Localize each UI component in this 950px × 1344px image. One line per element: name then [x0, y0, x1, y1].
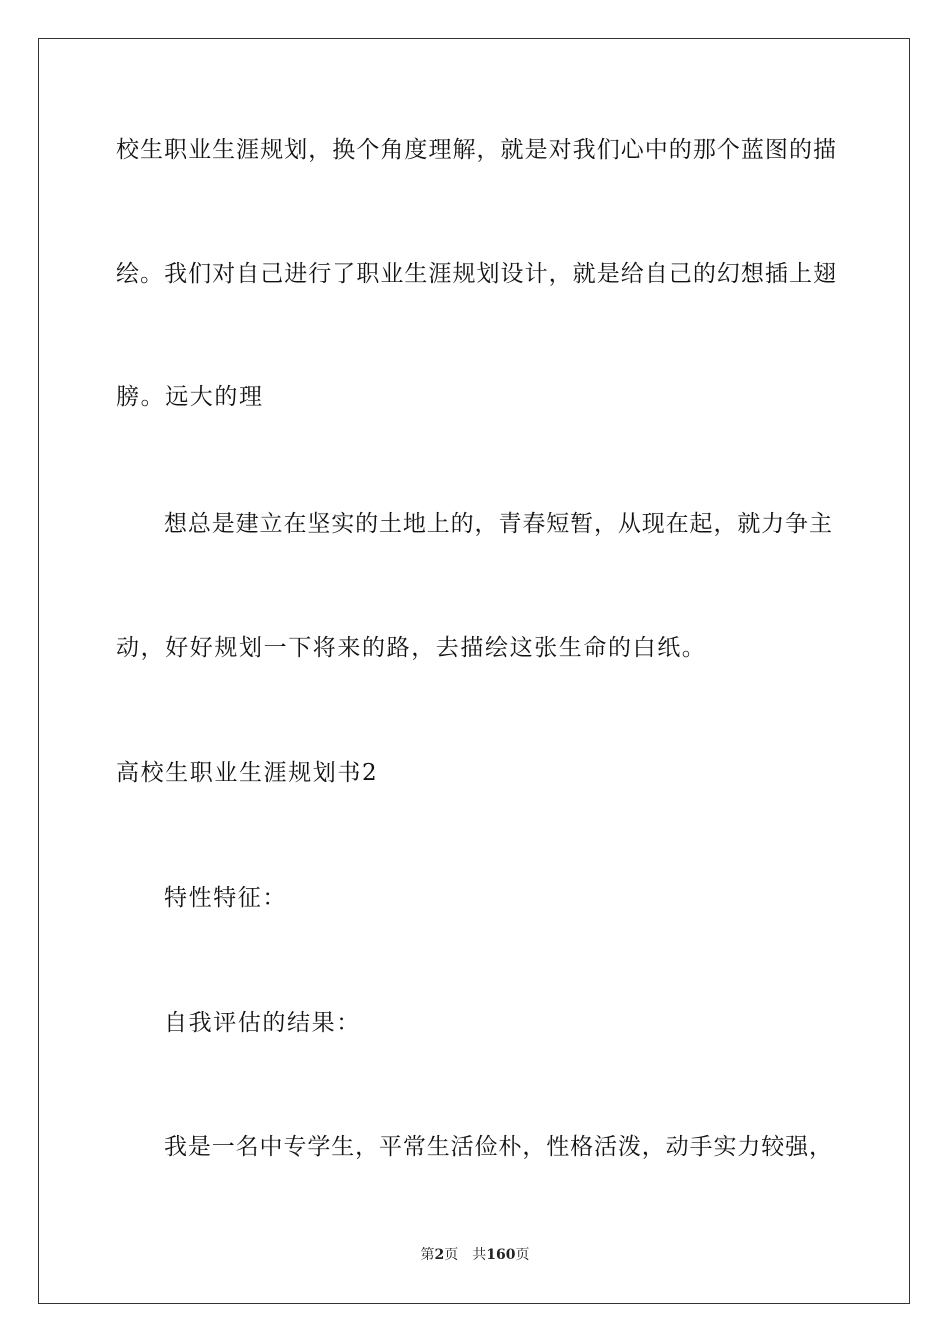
footer-page-suffix: 页: [444, 1247, 459, 1263]
footer-page-number: 2: [434, 1247, 445, 1263]
body-line-8: 自我评估的结果：: [164, 1010, 361, 1036]
body-line-4: 想总是建立在坚实的土地上的，青春短暂，从现在起，就力争主: [164, 511, 832, 537]
page-border: [38, 38, 910, 1304]
page-footer: [0, 1245, 950, 1265]
footer-total-prefix: 共: [472, 1247, 487, 1263]
body-line-9: 我是一名中专学生，平常生活俭朴，性格活泼，动手实力较强，: [164, 1134, 832, 1160]
section-heading: 高校生职业生涯规划书2: [116, 760, 379, 786]
body-line-2: 绘。我们对自己进行了职业生涯规划设计，就是给自己的幻想插上翅: [116, 261, 836, 287]
body-line-1: 校生职业生涯规划，换个角度理解，就是对我们心中的那个蓝图的描: [116, 137, 836, 163]
body-line-5: 动，好好规划一下将来的路，去描绘这张生命的白纸。: [116, 635, 707, 661]
footer-total-suffix: 页: [515, 1247, 530, 1263]
body-line-3: 膀。远大的理: [116, 384, 264, 410]
body-line-7: 特性特征：: [164, 885, 287, 911]
footer-total-pages: 160: [486, 1247, 516, 1263]
footer-page-prefix: 第: [420, 1247, 435, 1263]
